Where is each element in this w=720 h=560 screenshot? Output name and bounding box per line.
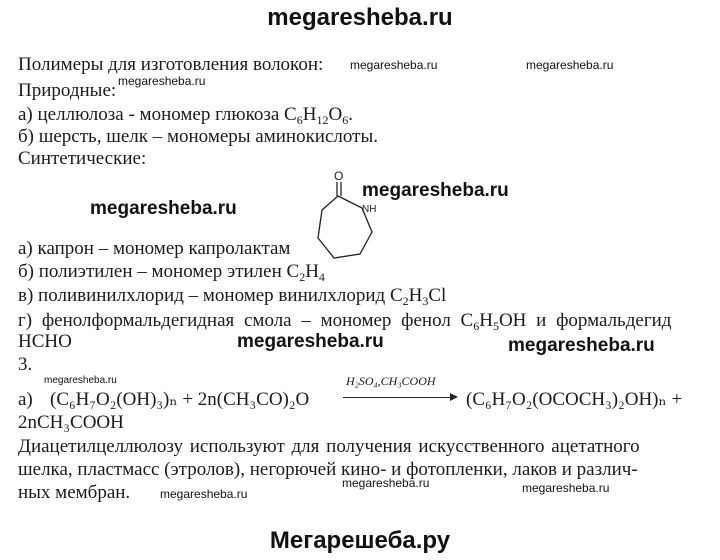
- watermark: megaresheba.ru: [522, 481, 610, 495]
- text-line-3: [18, 104, 353, 125]
- text-fragment: г) фенолформальдегидная смола – мономер фенол C: [18, 310, 474, 331]
- equation-label: а): [18, 389, 33, 410]
- watermark: megaresheba.ru: [362, 180, 509, 201]
- watermark: megaresheba.ru: [508, 335, 655, 356]
- footer-brand: Мегарешеба.ру: [269, 527, 451, 554]
- watermark: megaresheba.ru: [237, 331, 384, 352]
- oxygen-label: O: [334, 169, 344, 183]
- text-line-9: [18, 310, 671, 331]
- text-fragment: H: [479, 310, 493, 331]
- text-fragment: в) поливинилхлорид – мономер винилхлорид C: [18, 285, 403, 306]
- subscript: 6: [296, 113, 303, 127]
- text-fragment: H: [305, 261, 319, 282]
- reaction-arrow: [343, 397, 453, 398]
- subscript: 2: [299, 270, 306, 284]
- site-title: megaresheba.ru: [267, 4, 453, 31]
- watermark: megaresheba.ru: [342, 476, 430, 490]
- subscript: 12: [316, 113, 329, 127]
- reaction-arrowhead: [450, 393, 458, 401]
- paragraph-line-1: Диацетилцеллюлозу используют для получения искусственного ацетатного: [18, 436, 640, 457]
- text-line-1: Полимеры для изготовления волокон:: [18, 54, 324, 75]
- text-line-11: 3.: [18, 354, 33, 375]
- text-fragment: Cl: [428, 285, 447, 306]
- equation-condition: H₂SO₄,CH₃COOH: [346, 374, 436, 388]
- nh-label: NH: [362, 204, 377, 215]
- text-line-2: Природные:: [18, 80, 117, 101]
- subscript: 3: [422, 294, 429, 308]
- subscript: 5: [492, 319, 499, 333]
- text-line-4: б) шерсть, шелк – мономеры аминокислоты.: [18, 126, 378, 147]
- watermark: megaresheba.ru: [44, 375, 117, 386]
- text-fragment: H: [302, 104, 317, 125]
- text-fragment: H: [408, 285, 423, 306]
- text-fragment: O: [328, 104, 343, 125]
- equation-lhs: (C₆H₇O₂(OH)₃)ₙ + 2n(CH₃CO)₂O: [50, 389, 310, 410]
- text-fragment: б) полиэтилен – мономер этилен C: [18, 261, 300, 282]
- text-fragment: а) целлюлоза - мономер глюкоза C: [18, 104, 297, 125]
- equation-rhs: (C₆H₇O₂(OCOCH₃)₂OH)ₙ +: [466, 389, 683, 410]
- watermark: megaresheba.ru: [160, 487, 248, 501]
- text-fragment: OH и формальдегид: [498, 310, 672, 331]
- text-line-5: Синтетические:: [18, 148, 147, 169]
- subscript: 2: [402, 294, 409, 308]
- text-line-8: [18, 285, 446, 306]
- text-line-6: а) капрон – мономер капролактам: [18, 238, 291, 259]
- text-line-10: HCHO: [18, 331, 72, 352]
- subscript: 6: [342, 113, 349, 127]
- text-line-7: [18, 261, 325, 282]
- paragraph-line-2: шелка, пластмасс (этролов), негорючей кино- и фотопленки, лаков и различ-: [18, 459, 638, 480]
- text-fragment: .: [348, 104, 353, 125]
- watermark: megaresheba.ru: [526, 58, 614, 72]
- equation-line-2: 2nCH₃COOH: [18, 412, 124, 433]
- watermark: megaresheba.ru: [350, 58, 438, 72]
- subscript: 6: [473, 319, 480, 333]
- paragraph-line-3: ных мембран.: [18, 482, 131, 503]
- watermark: megaresheba.ru: [118, 74, 206, 88]
- subscript: 4: [318, 270, 325, 284]
- watermark: megaresheba.ru: [90, 198, 237, 219]
